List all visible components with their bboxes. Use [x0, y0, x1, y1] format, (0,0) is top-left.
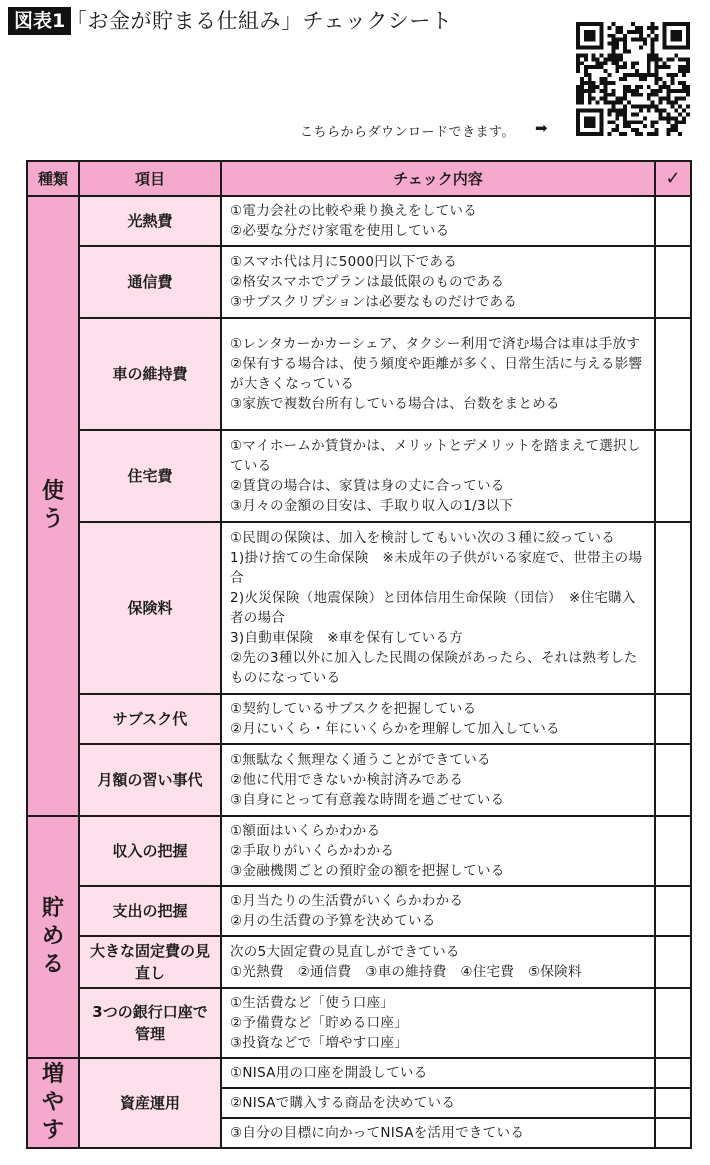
checkbox-cell[interactable] [655, 522, 691, 694]
table-row [27, 318, 691, 430]
check-line: 1)掛け捨ての生命保険 ※未成年の子供がいる家庭で、世帯主の場合 [230, 550, 643, 586]
check-line: ②保有する場合は、使う頻度や距離が多く、日常生活に与える影響が大きくなっている [230, 356, 643, 392]
table-row [27, 694, 691, 744]
check-line: ①生活費など「使う口座」 [230, 995, 395, 1011]
check-line: ①無駄なく無理なく通うことができている [230, 752, 491, 768]
category-label: 使う [41, 479, 64, 532]
checkbox-cell[interactable] [655, 886, 691, 936]
check-line: ②月にいくら・年にいくらかを理解して加入している [230, 721, 560, 737]
item-label: 3つの銀行口座で管理 [79, 988, 221, 1058]
qr-code-icon[interactable] [576, 22, 690, 136]
item-label: 支出の把握 [79, 886, 221, 936]
table-row [27, 246, 691, 318]
category-cell [27, 1058, 79, 1148]
check-line: ③家族で複数台所有している場合は、台数をまとめる [230, 396, 560, 412]
checkbox-cell[interactable] [655, 1088, 691, 1118]
figure-title: 「お金が貯まる仕組み」チェックシート [66, 9, 453, 33]
checkbox-cell[interactable] [655, 1118, 691, 1148]
check-line: ③投資などで「増やす口座」 [230, 1035, 409, 1051]
check-content [221, 936, 655, 988]
item-label: 大きな固定費の見直し [79, 936, 221, 988]
check-line: ①契約しているサブスクを把握している [230, 701, 477, 717]
download-note: こちらからダウンロードできます。 [300, 125, 515, 140]
check-content [221, 318, 655, 430]
check-line: ②手取りがいくらかわかる [230, 843, 395, 859]
check-line: ②必要な分だけ家電を使用している [230, 223, 450, 239]
checkbox-cell[interactable] [655, 744, 691, 816]
table-header-row [27, 161, 691, 196]
item-label: 月額の習い事代 [79, 744, 221, 816]
checkbox-cell[interactable] [655, 816, 691, 886]
check-line: 3)自動車保険 ※車を保有している方 [230, 630, 464, 646]
figure-label: 図表1 [8, 7, 71, 35]
check-line: ②先の3種以外に加入した民間の保険があったら、それは熟考したものになっている [230, 650, 638, 686]
checkbox-cell[interactable] [655, 694, 691, 744]
checkbox-cell[interactable] [655, 430, 691, 522]
check-line: ③サブスクリプションは必要なものだけである [230, 294, 518, 310]
check-content [221, 1058, 655, 1088]
check-content [221, 988, 655, 1058]
check-line: ①民間の保険は、加入を検討してもいい次の３種に絞っている [230, 530, 616, 546]
table-row [27, 936, 691, 988]
check-content [221, 694, 655, 744]
item-label: 住宅費 [79, 430, 221, 522]
item-label: 資産運用 [79, 1058, 221, 1148]
item-label: サブスク代 [79, 694, 221, 744]
category-label: 増やす [41, 1062, 64, 1143]
check-line: ①月当たりの生活費がいくらかわかる [230, 893, 464, 909]
table-row [27, 1058, 691, 1088]
item-label: 通信費 [79, 246, 221, 318]
header-category: 種類 [27, 161, 79, 196]
check-line: ①スマホ代は月に5000円以下である [230, 254, 458, 270]
check-content [221, 246, 655, 318]
item-label: 収入の把握 [79, 816, 221, 886]
checkbox-cell[interactable] [655, 988, 691, 1058]
check-line: ①レンタカーかカーシェア、タクシー利用で済む場合は車は手放す [230, 336, 641, 352]
checkbox-cell[interactable] [655, 1058, 691, 1088]
table-row [27, 196, 691, 246]
check-line: ③金融機関ごとの預貯金の額を把握している [230, 863, 505, 879]
check-line: ②他に代用できないか検討済みである [230, 772, 464, 788]
check-line: ②NISAで購入する商品を決めている [230, 1095, 456, 1111]
table-row [27, 816, 691, 886]
category-cell [27, 196, 79, 816]
check-line: ③自分の目標に向かってNISAを活用できている [230, 1125, 525, 1141]
checkbox-cell[interactable] [655, 196, 691, 246]
check-content [221, 522, 655, 694]
check-content [221, 816, 655, 886]
table-row [27, 522, 691, 694]
check-line: ①マイホームか賃貸かは、メリットとデメリットを踏まえて選択している [230, 438, 641, 474]
check-line: ①NISA用の口座を開設している [230, 1065, 428, 1081]
check-content [221, 744, 655, 816]
check-content [221, 1118, 655, 1148]
checkbox-cell[interactable] [655, 936, 691, 988]
check-content [221, 196, 655, 246]
checkbox-cell[interactable] [655, 246, 691, 318]
header-check: ✓ [655, 161, 691, 196]
arrow-right-icon: ➡ [535, 119, 548, 137]
table-row [27, 988, 691, 1058]
item-label: 車の維持費 [79, 318, 221, 430]
header-item: 項目 [79, 161, 221, 196]
header-content: チェック内容 [221, 161, 655, 196]
check-line: ①額面はいくらかわかる [230, 823, 381, 839]
check-line: ②賃貸の場合は、家賃は身の丈に合っている [230, 478, 505, 494]
checkbox-cell[interactable] [655, 318, 691, 430]
check-content [221, 1088, 655, 1118]
item-label: 光熱費 [79, 196, 221, 246]
table-row [27, 744, 691, 816]
check-line: ②格安スマホでプランは最低限のものである [230, 274, 505, 290]
table-row [27, 430, 691, 522]
check-line: 次の5大固定費の見直しができている [230, 944, 460, 960]
category-label: 貯める [41, 896, 64, 977]
check-line: ①光熱費 ②通信費 ③車の維持費 ④住宅費 ⑤保険料 [230, 964, 582, 980]
check-line: 2)火災保険（地震保険）と団体信用生命保険（団信） ※住宅購入者の場合 [230, 590, 636, 626]
category-cell [27, 816, 79, 1058]
check-line: ①電力会社の比較や乗り換えをしている [230, 203, 478, 219]
check-content [221, 430, 655, 522]
checklist-table [26, 160, 692, 1149]
check-line: ③自身にとって有意義な時間を過ごせている [230, 792, 505, 808]
item-label: 保険料 [79, 522, 221, 694]
check-content [221, 886, 655, 936]
check-line: ②予備費など「貯める口座」 [230, 1015, 409, 1031]
check-line: ②月の生活費の予算を決めている [230, 913, 436, 929]
check-line: ③月々の金額の目安は、手取り収入の1/3以下 [230, 498, 514, 514]
table-row [27, 886, 691, 936]
